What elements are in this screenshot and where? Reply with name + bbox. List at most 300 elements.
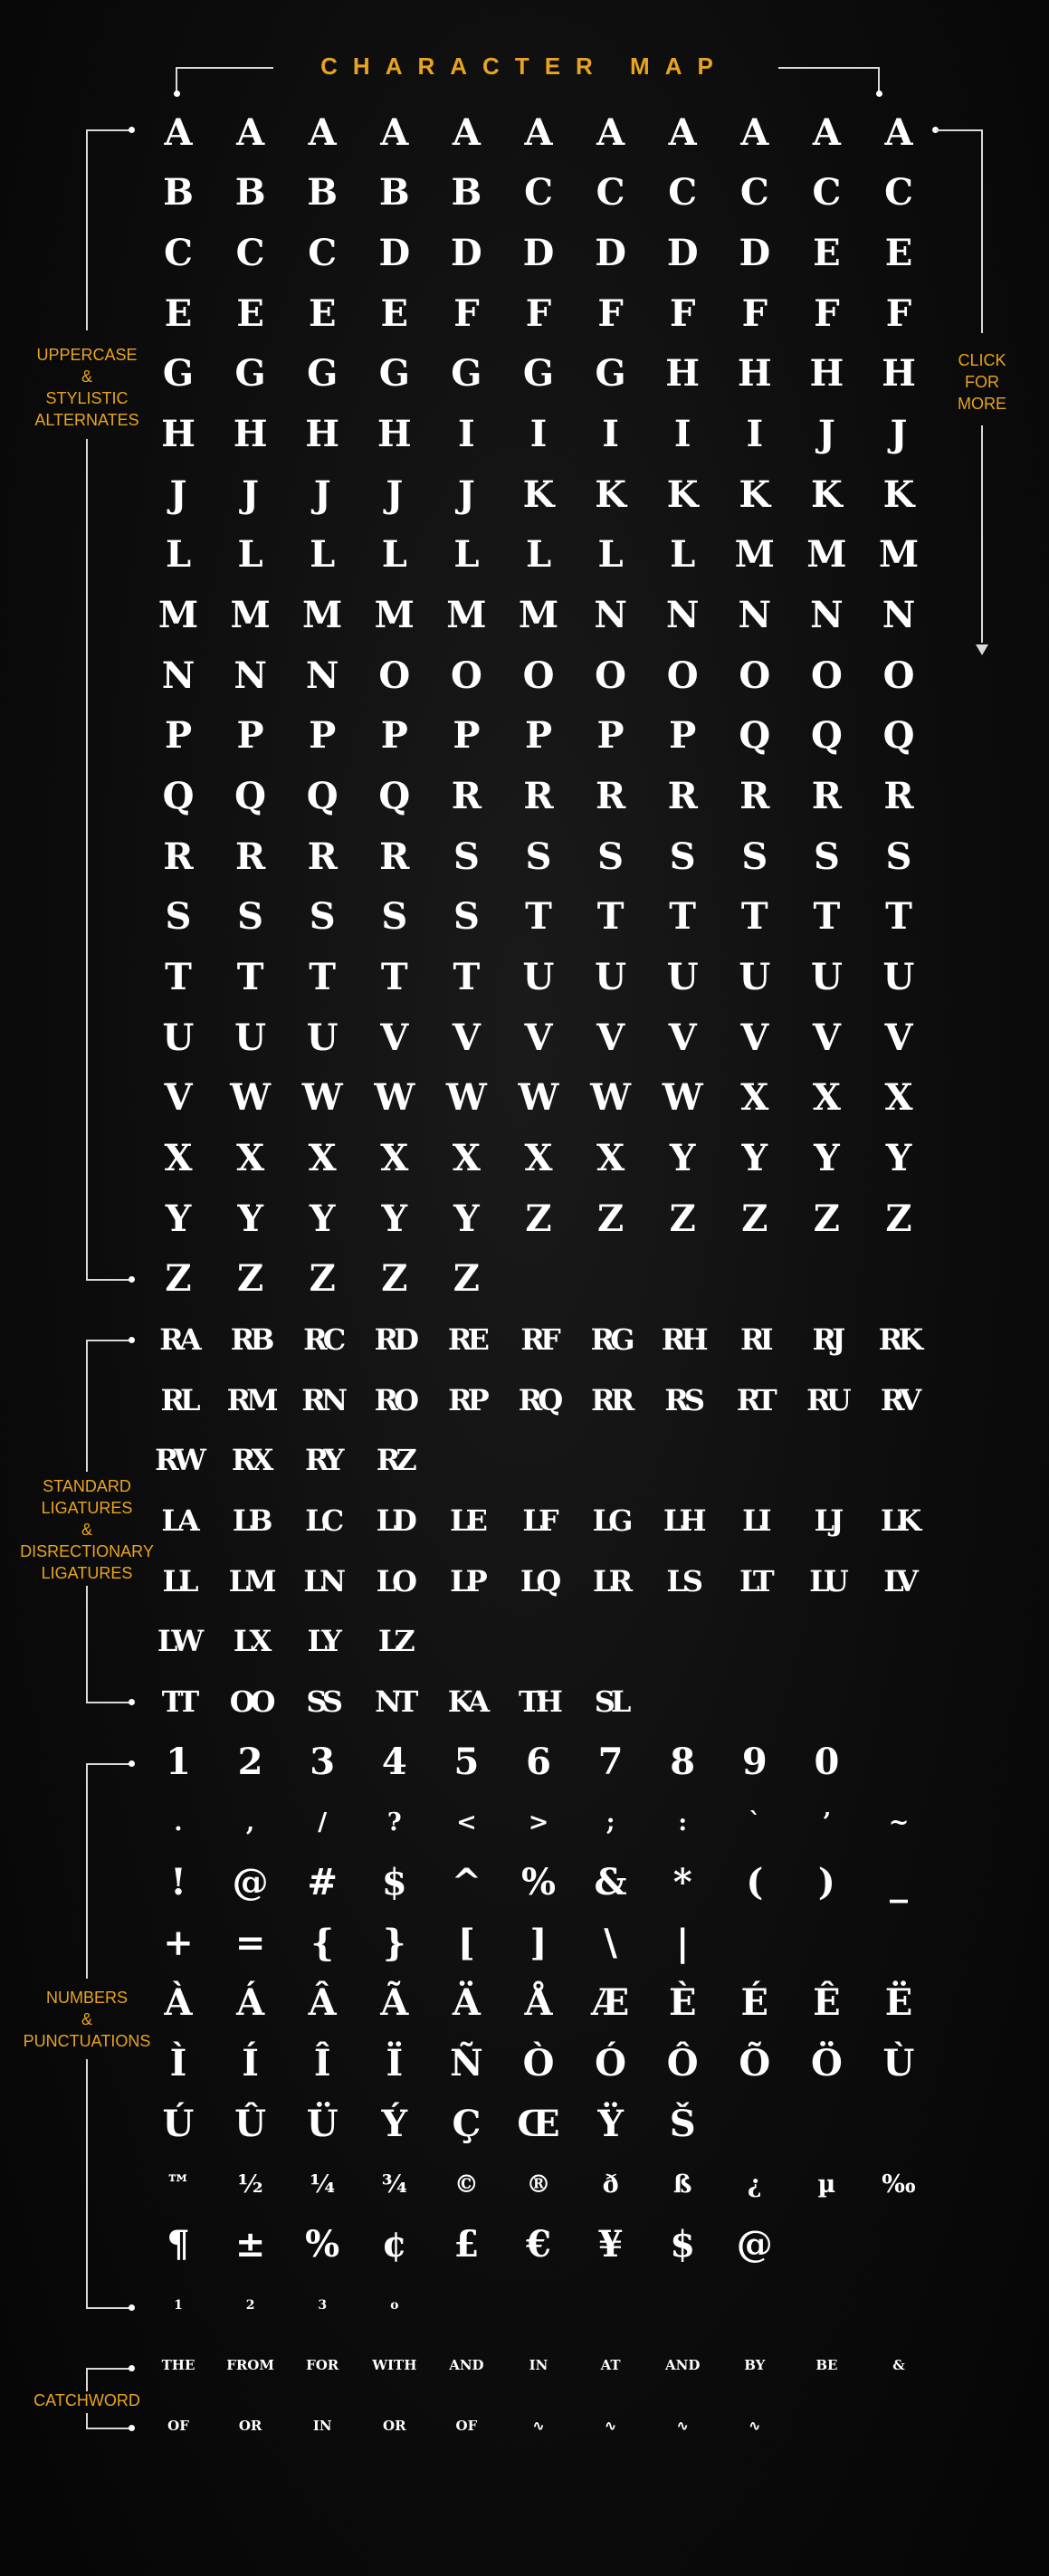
glyph-cell: M	[518, 594, 559, 636]
glyph-cell: 3	[310, 1741, 336, 1783]
glyph-cell: H	[809, 352, 844, 395]
glyph-cell: A	[236, 111, 265, 154]
glyph-cell: P	[596, 714, 625, 757]
glyph-cell: F	[597, 292, 624, 335]
glyph-cell: I	[602, 413, 619, 455]
uppercase-bracket-bottom-dot	[129, 1276, 135, 1283]
glyph-cell: A	[164, 111, 193, 154]
glyph-cell: R	[234, 835, 266, 878]
glyph-cell: N	[161, 654, 195, 697]
glyph-cell: R	[451, 775, 482, 817]
glyph-cell: LY	[307, 1624, 338, 1658]
glyph-row	[138, 1372, 934, 1428]
glyph-cell: X	[884, 1076, 913, 1119]
glyph-cell: |	[675, 1922, 690, 1964]
glyph-cell: J	[242, 473, 260, 516]
glyph-cell: THE	[161, 2356, 195, 2373]
glyph-cell: Í	[242, 2042, 259, 2085]
glyph-cell: RY	[304, 1443, 340, 1477]
glyph-cell: +	[163, 1922, 194, 1964]
glyph-cell: B	[163, 171, 194, 214]
glyph-cell: L	[453, 533, 480, 576]
glyph-cell: Ä	[452, 1981, 481, 2024]
glyph-cell: O	[450, 654, 482, 697]
glyph-row	[138, 1070, 934, 1126]
glyph-cell: E	[308, 292, 337, 335]
glyph-cell: L	[597, 533, 624, 576]
glyph-cell: Ë	[884, 1981, 913, 2024]
glyph-cell: Ê	[813, 1981, 841, 2024]
glyph-cell: V	[740, 1016, 769, 1059]
glyph-cell: K	[739, 473, 771, 516]
glyph-cell: N	[738, 594, 772, 636]
glyph-cell: T	[453, 956, 481, 998]
glyph-cell: LN	[303, 1564, 342, 1598]
glyph-cell: $	[381, 1861, 407, 1903]
glyph-cell: X	[452, 1137, 481, 1179]
glyph-cell: Z	[236, 1257, 264, 1300]
glyph-cell: 0	[814, 1741, 840, 1783]
glyph-cell: RH	[661, 1322, 704, 1357]
glyph-cell: Ñ	[450, 2042, 483, 2085]
glyph-cell: .	[174, 1808, 183, 1837]
glyph-cell: S	[885, 835, 912, 878]
glyph-row	[138, 2337, 934, 2393]
glyph-cell: S	[237, 895, 264, 938]
glyph-cell: 9	[741, 1741, 768, 1783]
glyph-cell: [	[457, 1922, 475, 1964]
glyph-cell: S	[669, 835, 696, 878]
glyph-cell: W	[518, 1076, 559, 1119]
glyph-cell: LI	[742, 1503, 768, 1538]
click-more-arrow-down-icon[interactable]	[976, 644, 988, 655]
glyph-cell: Ï	[386, 2042, 404, 2085]
glyph-row	[138, 889, 934, 945]
glyph-cell: È	[668, 1981, 697, 2024]
glyph-cell: FOR	[306, 2356, 339, 2373]
glyph-cell: KA	[447, 1684, 486, 1719]
ligatures-bracket-bottom	[86, 1702, 131, 1703]
glyph-cell: O	[882, 654, 915, 697]
glyph-row	[138, 2036, 934, 2092]
glyph-cell: R	[307, 835, 338, 878]
glyph-row	[138, 1734, 934, 1790]
glyph-cell: OO	[229, 1684, 272, 1719]
glyph-cell: U	[522, 956, 555, 998]
glyph-cell: Q	[882, 714, 915, 757]
glyph-cell: @	[232, 1861, 269, 1903]
glyph-cell: Y	[669, 1137, 696, 1179]
glyph-cell: C	[164, 232, 193, 274]
glyph-cell: D	[666, 232, 699, 274]
glyph-cell: T	[165, 956, 192, 998]
glyph-cell: L	[310, 533, 336, 576]
glyph-cell: W	[662, 1076, 703, 1119]
glyph-cell: O	[378, 654, 411, 697]
glyph-cell: Z	[596, 1197, 625, 1240]
glyph-cell: W	[301, 1076, 343, 1119]
glyph-cell: )	[817, 1861, 835, 1903]
glyph-cell: U	[306, 1016, 339, 1059]
glyph-cell: Z	[885, 1197, 912, 1240]
glyph-cell: LB	[232, 1503, 269, 1538]
glyph-cell: Õ	[739, 2042, 771, 2085]
glyph-cell: V	[452, 1016, 481, 1059]
glyph-cell: RI	[740, 1322, 769, 1357]
glyph-cell: O	[739, 654, 771, 697]
glyph-cell: Q	[306, 775, 339, 817]
glyph-cell: A	[596, 111, 625, 154]
glyph-cell: T	[669, 895, 697, 938]
glyph-cell: LX	[233, 1624, 268, 1658]
click-more-horizontal	[936, 129, 983, 131]
glyph-cell: I	[746, 413, 764, 455]
glyph-row	[138, 225, 934, 281]
glyph-cell: RV	[880, 1383, 918, 1417]
glyph-cell: (	[746, 1861, 764, 1903]
glyph-cell: D	[451, 232, 482, 274]
glyph-cell: B	[378, 171, 410, 214]
glyph-cell: O	[810, 654, 843, 697]
glyph-cell: RW	[155, 1443, 202, 1477]
glyph-cell: ¿	[747, 2170, 762, 2199]
glyph-cell: Ö	[810, 2042, 843, 2085]
glyph-cell: R	[595, 775, 626, 817]
glyph-cell: W	[374, 1076, 415, 1119]
glyph-cell: V	[668, 1016, 697, 1059]
uppercase-bracket-top	[86, 129, 131, 131]
glyph-cell: ™	[166, 2170, 191, 2199]
glyph-cell: LO	[376, 1564, 413, 1598]
glyph-cell: 7	[597, 1741, 624, 1783]
glyph-cell: G	[522, 352, 555, 395]
glyph-cell: ‰	[882, 2170, 916, 2199]
glyph-cell: Y	[885, 1137, 912, 1179]
click-for-more-link[interactable]: CLICK FOR MORE	[958, 351, 1006, 413]
glyph-cell: Q	[378, 775, 411, 817]
glyph-cell: Ì	[169, 2042, 187, 2085]
glyph-cell: 8	[670, 1741, 696, 1783]
glyph-cell: S	[741, 835, 768, 878]
glyph-cell: F	[885, 292, 912, 335]
glyph-cell: F	[814, 292, 840, 335]
glyph-cell: RB	[230, 1322, 271, 1357]
glyph-cell: RP	[448, 1383, 485, 1417]
glyph-cell: R	[739, 775, 770, 817]
glyph-cell: A	[524, 111, 553, 154]
glyph-row	[138, 1312, 934, 1368]
glyph-cell: Ò	[522, 2042, 555, 2085]
glyph-cell: T	[525, 895, 552, 938]
glyph-cell: X	[740, 1076, 769, 1119]
glyph-cell: ©	[453, 2170, 479, 2199]
glyph-cell: BE	[815, 2356, 838, 2373]
uppercase-bracket-top-dot	[129, 127, 135, 133]
glyph-cell: K	[595, 473, 626, 516]
glyph-cell: Ù	[882, 2042, 915, 2085]
glyph-cell: U	[810, 956, 843, 998]
glyph-cell: >	[528, 1808, 549, 1837]
glyph-cell: Y	[381, 1197, 408, 1240]
glyph-cell: IN	[529, 2356, 548, 2373]
glyph-cell: RQ	[518, 1383, 559, 1417]
glyph-cell: L	[670, 533, 696, 576]
glyph-cell: &	[594, 1861, 627, 1903]
glyph-cell: Û	[234, 2103, 267, 2145]
glyph-cell: LG	[592, 1503, 629, 1538]
glyph-cell: $	[670, 2223, 696, 2266]
glyph-cell: RA	[159, 1322, 197, 1357]
glyph-cell: ’	[822, 1808, 832, 1837]
glyph-cell: K	[666, 473, 699, 516]
glyph-cell: T	[596, 895, 625, 938]
glyph-cell: H	[737, 352, 772, 395]
glyph-cell: À	[164, 1981, 193, 2024]
glyph-cell: L	[237, 533, 263, 576]
glyph-cell: LV	[883, 1564, 914, 1598]
glyph-cell: RJ	[812, 1322, 842, 1357]
glyph-cell: I	[458, 413, 475, 455]
glyph-cell: }	[382, 1922, 406, 1964]
glyph-cell: €	[526, 2223, 551, 2266]
glyph-cell: LD	[376, 1503, 413, 1538]
glyph-row	[138, 829, 934, 885]
glyph-cell: Â	[308, 1981, 337, 2024]
glyph-cell: LL	[162, 1564, 195, 1598]
glyph-cell: H	[882, 352, 916, 395]
glyph-cell: BY	[744, 2356, 766, 2373]
glyph-cell: U	[595, 956, 627, 998]
glyph-cell: <	[456, 1808, 477, 1837]
ligatures-bracket-vertical-a	[86, 1340, 88, 1472]
glyph-cell: F	[669, 292, 696, 335]
glyph-cell: Z	[453, 1257, 480, 1300]
glyph-cell: J	[169, 473, 187, 516]
glyph-cell: RK	[878, 1322, 920, 1357]
glyph-cell: RF	[520, 1322, 557, 1357]
catchword-bracket-top-dot	[129, 2365, 135, 2371]
glyph-cell: A	[812, 111, 841, 154]
glyph-cell: O	[666, 654, 699, 697]
glyph-cell: X	[380, 1137, 409, 1179]
glyph-cell: Q	[810, 714, 843, 757]
glyph-cell: OR	[383, 2417, 406, 2434]
glyph-cell: H	[233, 413, 268, 455]
glyph-cell: P	[453, 714, 481, 757]
glyph-cell: L	[381, 533, 407, 576]
glyph-cell: J	[457, 473, 475, 516]
glyph-cell: SL	[594, 1684, 627, 1719]
glyph-cell: K	[811, 473, 843, 516]
glyph-row	[138, 286, 934, 342]
glyph-row	[138, 768, 934, 825]
glyph-cell: 2	[237, 1741, 263, 1783]
glyph-cell: ®	[526, 2170, 551, 2199]
glyph-cell: AND	[665, 2356, 701, 2373]
glyph-row	[138, 2398, 934, 2454]
glyph-cell: Z	[741, 1197, 768, 1240]
glyph-cell: T	[236, 956, 264, 998]
glyph-row	[138, 1131, 934, 1187]
glyph-row	[138, 527, 934, 583]
glyph-cell: T	[309, 956, 337, 998]
glyph-cell: RS	[664, 1383, 701, 1417]
glyph-cell: M	[374, 594, 415, 636]
glyph-row	[138, 1613, 934, 1669]
glyph-cell: ¶	[167, 2223, 190, 2266]
glyph-row	[138, 1855, 934, 1911]
glyph-row	[138, 2217, 934, 2273]
glyph-cell: H	[665, 352, 701, 395]
glyph-cell: H	[161, 413, 195, 455]
glyph-cell: T	[885, 895, 912, 938]
glyph-cell: Z	[669, 1197, 696, 1240]
glyph-cell: D	[595, 232, 626, 274]
glyph-cell: X	[812, 1076, 841, 1119]
glyph-cell: G	[595, 352, 626, 395]
glyph-cell: L	[165, 533, 192, 576]
glyph-cell: ß	[672, 2170, 692, 2199]
glyph-cell: R	[379, 835, 410, 878]
glyph-cell: P	[164, 714, 193, 757]
glyph-cell: LC	[305, 1503, 340, 1538]
glyph-cell: W	[590, 1076, 632, 1119]
glyph-cell: RD	[374, 1322, 415, 1357]
glyph-cell: RN	[301, 1383, 344, 1417]
glyph-cell: O	[595, 654, 627, 697]
glyph-cell: I	[529, 413, 548, 455]
glyph-cell: S	[525, 835, 552, 878]
glyph-cell: V	[812, 1016, 841, 1059]
glyph-cell: C	[235, 232, 265, 274]
glyph-cell: M	[878, 533, 920, 576]
glyph-cell: _	[890, 1861, 908, 1903]
glyph-cell: É	[740, 1981, 769, 2024]
glyph-cell: Œ	[517, 2103, 560, 2145]
glyph-cell: ∿	[749, 2417, 761, 2434]
glyph-cell: S	[453, 835, 480, 878]
glyph-cell: 1	[166, 1741, 191, 1783]
glyph-cell: C	[596, 171, 625, 214]
glyph-row	[138, 1251, 934, 1307]
glyph-cell: LK	[880, 1503, 918, 1538]
glyph-cell: ]	[529, 1922, 548, 1964]
glyph-cell: S	[381, 895, 408, 938]
glyph-cell: LA	[161, 1503, 195, 1538]
glyph-cell: :	[678, 1808, 688, 1837]
glyph-cell: U	[666, 956, 699, 998]
glyph-cell: S	[597, 835, 625, 878]
glyph-cell: A	[452, 111, 481, 154]
glyph-cell: S	[165, 895, 192, 938]
numbers-bracket-top	[86, 1763, 131, 1765]
glyph-row	[138, 105, 934, 161]
glyph-cell: Z	[381, 1257, 408, 1300]
glyph-cell: S	[813, 835, 840, 878]
glyph-cell: ∿	[532, 2417, 545, 2434]
glyph-cell: O	[522, 654, 555, 697]
glyph-cell: B	[307, 171, 339, 214]
glyph-cell: Ú	[162, 2103, 195, 2145]
glyph-cell: G	[234, 352, 266, 395]
glyph-cell: Ü	[306, 2103, 339, 2145]
glyph-cell: U	[162, 1016, 195, 1059]
glyph-cell: LQ	[520, 1564, 558, 1598]
glyph-cell: N	[810, 594, 844, 636]
ligatures-bracket-top-dot	[129, 1337, 135, 1343]
glyph-cell: LW	[157, 1624, 200, 1658]
glyph-cell: !	[170, 1861, 186, 1903]
glyph-cell: LM	[228, 1564, 272, 1598]
title-bracket-right-dot	[876, 91, 882, 97]
glyph-cell: {	[310, 1922, 335, 1964]
glyph-cell: ;	[606, 1808, 615, 1837]
glyph-row	[138, 1493, 934, 1549]
glyph-cell: F	[741, 292, 768, 335]
glyph-cell: ½	[237, 2170, 263, 2199]
glyph-cell: M	[734, 533, 775, 576]
glyph-cell: ¢	[381, 2223, 407, 2266]
glyph-cell: LP	[450, 1564, 483, 1598]
numbers-bracket-bottom-dot	[129, 2304, 135, 2311]
glyph-cell: C	[524, 171, 553, 214]
glyph-cell: Y	[814, 1137, 840, 1179]
glyph-cell: RG	[590, 1322, 631, 1357]
glyph-cell: R	[667, 775, 698, 817]
glyph-cell: RO	[374, 1383, 415, 1417]
glyph-cell: ~	[888, 1808, 910, 1837]
glyph-cell: RZ	[376, 1443, 413, 1477]
numbers-section-label: NUMBERS & PUNCTUATIONS	[23, 1989, 151, 2050]
glyph-row	[138, 2156, 934, 2212]
glyph-cell: ¼	[310, 2170, 336, 2199]
glyph-row	[138, 2096, 934, 2152]
glyph-cell: B	[234, 171, 266, 214]
glyph-cell: N	[882, 594, 916, 636]
glyph-cell: LZ	[377, 1624, 411, 1658]
glyph-cell: A	[884, 111, 913, 154]
glyph-cell: TH	[518, 1684, 559, 1719]
glyph-cell: LE	[449, 1503, 483, 1538]
glyph-cell: M	[806, 533, 847, 576]
glyph-cell: J	[313, 473, 331, 516]
catchword-bracket-bottom-dot	[129, 2425, 135, 2431]
glyph-cell: G	[451, 352, 482, 395]
glyph-cell: %	[305, 2223, 340, 2266]
glyph-cell: RR	[591, 1383, 631, 1417]
glyph-cell: H	[305, 413, 340, 455]
glyph-cell: P	[524, 714, 553, 757]
title-bracket-left-dot	[174, 91, 180, 97]
numbers-bracket-top-dot	[129, 1760, 135, 1767]
catchword-bracket-top	[86, 2368, 131, 2370]
glyph-cell: X	[308, 1137, 337, 1179]
glyph-cell: C	[812, 171, 842, 214]
glyph-cell: N	[234, 654, 267, 697]
catchword-section-label: CATCHWORD	[33, 2391, 140, 2409]
glyph-cell: Z	[525, 1197, 552, 1240]
glyph-cell: M	[446, 594, 487, 636]
ligatures-bracket-bottom-dot	[129, 1699, 135, 1705]
glyph-row	[138, 1975, 934, 2031]
glyph-cell: Y	[165, 1197, 192, 1240]
catchword-bracket-bottom	[86, 2428, 131, 2429]
glyph-cell: LF	[522, 1503, 555, 1538]
glyph-cell: S	[309, 895, 336, 938]
glyph-cell: D	[739, 232, 771, 274]
glyph-cell: C	[308, 232, 338, 274]
click-more-vertical-top	[981, 129, 983, 333]
